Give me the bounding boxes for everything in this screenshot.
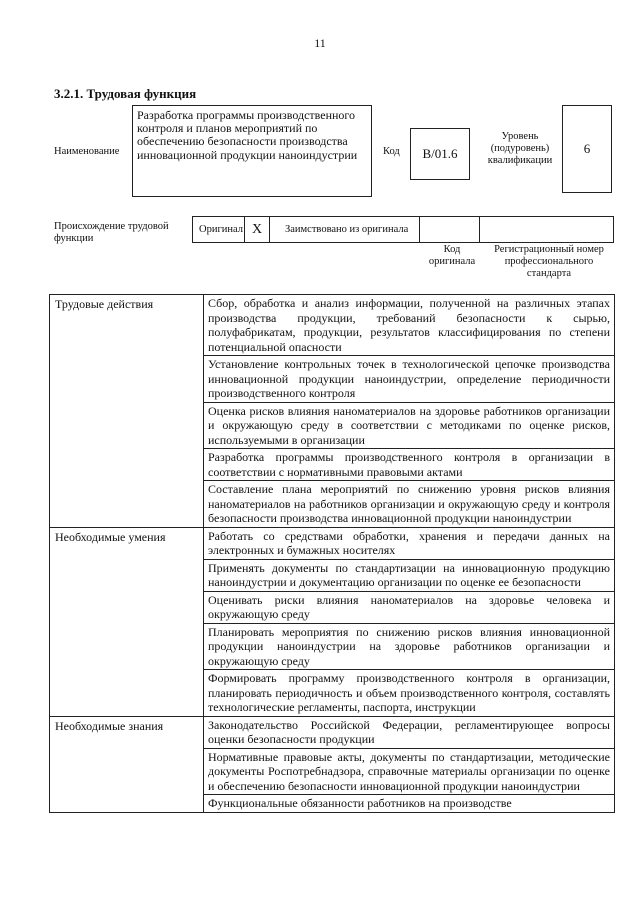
table-cell: Применять документы по стандартизации на инновационную продукцию наноиндустрии и документацию организации по оценке ее безопасности — [204, 559, 615, 591]
table-cell: Планировать мероприятия по снижению рисков влияния инновационной продукции наноиндустрии на здоровье работников организации и окружающую среду — [204, 623, 615, 670]
original-label: Оригинал — [193, 217, 245, 242]
table-cell: Оценивать риски влияния наноматериалов на здоровье человека и окружающую среду — [204, 591, 615, 623]
section-title-cell: Необходимые знания — [50, 716, 204, 812]
section-title-cell: Трудовые действия — [50, 295, 204, 528]
origin-row — [192, 216, 614, 243]
code-value-box: B/01.6 — [410, 128, 470, 180]
table-cell: Составление плана мероприятий по снижению уровня рисков влияния наноматериалов на работников организации и окружающую среду и контроля безопасности производства инновационной продукции наноиндустрии — [204, 481, 615, 528]
table-row — [50, 295, 615, 356]
table-cell: Работать со средствами обработки, хранения и передачи данных на электронных и бумажных носителях — [204, 527, 615, 559]
borrowed-label: Заимствовано из оригинала — [270, 217, 420, 242]
section-title: 3.2.1. Трудовая функция — [54, 86, 197, 101]
table-row — [50, 716, 615, 748]
level-label: Уровень (подуровень) квалификации — [487, 131, 553, 166]
table-cell: Сбор, обработка и анализ информации, полученной на различных этапах производства продукции, требований безопасности к сырью, полуфабрикатам, продукции, результатов классифицирования по степени потенциальной опасности — [204, 295, 615, 356]
origin-label: Происхождение трудовой функции — [54, 221, 169, 244]
original-mark: X — [245, 217, 270, 242]
regnum-caption: Регистрационный номер профессионального стандарта — [494, 244, 604, 279]
table-cell: Функциональные обязанности работников на производстве — [204, 795, 615, 813]
code-caption: Код оригинала — [428, 244, 476, 267]
function-name-box: Разработка программы производственного контроля и планов мероприятий по обеспечению безопасности производства инновационной продукции наноиндустрии — [132, 105, 372, 197]
table-cell: Формировать программу производственного контроля в организации, планировать периодичность и объем производственного контроля, составлять технологические регламенты, паспорта, инструкции — [204, 670, 615, 717]
code-label: Код — [383, 146, 400, 157]
table-cell: Оценка рисков влияния наноматериалов на здоровье работников организации и окружающую среду в соответствии с методиками по оценке рисков, используемыми в организации — [204, 402, 615, 449]
level-value-box: 6 — [562, 105, 612, 193]
name-label: Наименование — [54, 146, 120, 157]
table-cell: Нормативные правовые акты, документы по стандартизации, методические документы Роспотребнадзора, справочные материалы организации по оценке и обеспечению безопасности инновационной продукции наноиндустрии — [204, 748, 615, 795]
table-row — [50, 527, 615, 559]
section-title-cell: Необходимые умения — [50, 527, 204, 716]
page-number: 11 — [314, 36, 326, 50]
table-cell: Разработка программы производственного контроля в организации в соответствии с нормативными правовыми актами — [204, 449, 615, 481]
regnum-cell — [480, 217, 613, 242]
table-cell: Установление контрольных точек в технологической цепочке производства инновационной продукции наноиндустрии, определение периодичности производственного контроля — [204, 356, 615, 403]
requirements-table — [49, 294, 615, 813]
code-cell — [420, 217, 480, 242]
table-cell: Законодательство Российской Федерации, регламентирующее вопросы оценки безопасности продукции — [204, 716, 615, 748]
